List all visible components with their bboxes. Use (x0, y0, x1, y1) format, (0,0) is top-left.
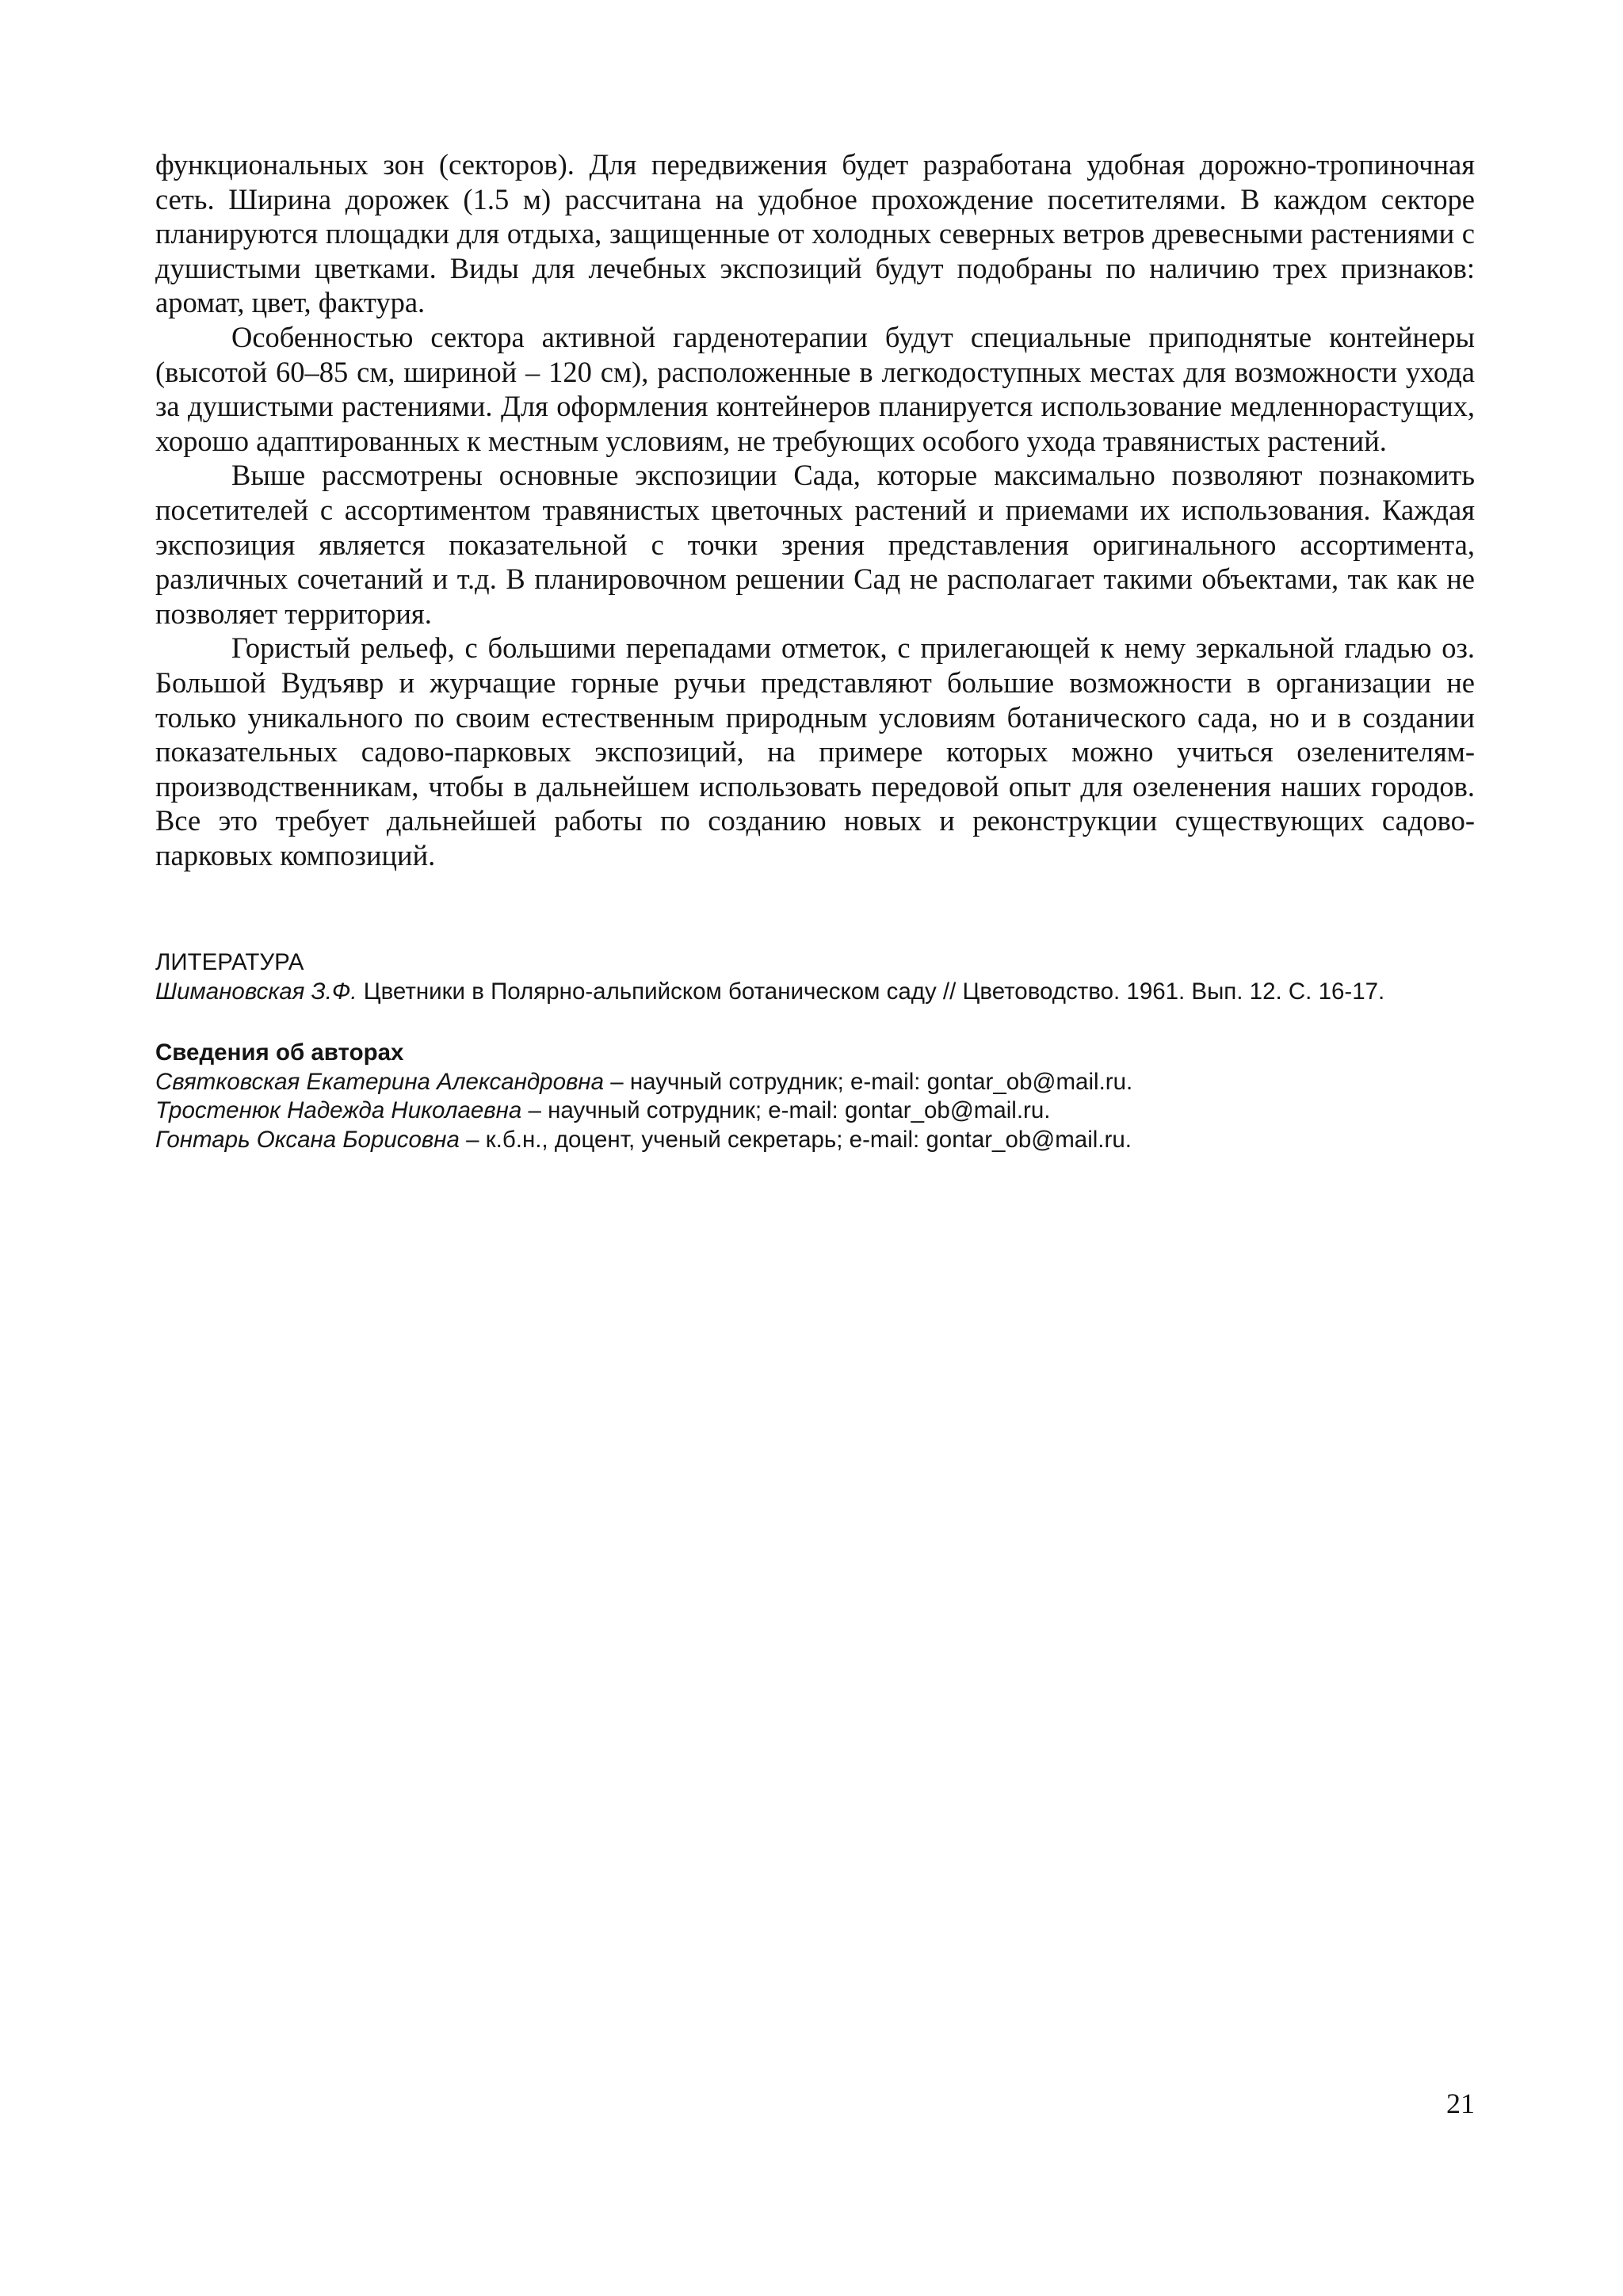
author-name: Гонтарь Оксана Борисовна (155, 1126, 460, 1153)
author-info: – к.б.н., доцент, ученый секретарь; e-mail: gontar_ob@mail.ru. (459, 1126, 1132, 1153)
author-info: – научный сотрудник; e-mail: gontar_ob@mail.ru. (521, 1097, 1051, 1123)
reference-text: Цветники в Полярно-альпийском ботаническом саду // Цветоводство. 1961. Вып. 12. С. 16-17. (357, 978, 1385, 1005)
paragraph-containers: Особенностью сектора активной гарденотерапии будут специальные приподнятые контейнеры (высотой 60–85 см, шириной – 120 см), расположенные в легкодоступных местах для возможности ухода за душистыми растениями. Для оформления контейнеров планируется использование медленнорастущих, хорошо адаптированных к местным условиям, не требующих особого ухода травянистых растений. (155, 320, 1475, 457)
authors-heading: Сведения об авторах (155, 1039, 404, 1066)
author-name: Тростенюк Надежда Николаевна (155, 1097, 522, 1123)
paragraph-expositions: Выше рассмотрены основные экспозиции Сада, которые максимально позволяют познакомить посетителей с ассортиментом травянистых цветочных растений и приемами их использования. Каждая экспозиция является показательной с точки зрения представления оригинального ассортимента, различных сочетаний и т.д. В планировочном решении Сад не располагает такими объектами, так как не позволяет территория. (155, 459, 1475, 630)
reference-author: Шимановская З.Ф. (155, 978, 357, 1005)
reference-entry (155, 977, 1503, 1006)
references-heading: ЛИТЕРАТУРА (155, 949, 304, 975)
main-text (155, 147, 1475, 872)
author-entry (155, 1068, 1503, 1097)
author-entry (155, 1097, 1503, 1126)
author-entry (155, 1126, 1503, 1155)
page-number: 21 (1446, 2088, 1475, 2119)
paragraph-relief: Гористый рельеф, с большими перепадами отметок, с прилегающей к нему зеркальной гладью оз. Большой Вудъявр и журчащие горные ручьи представляют большие возможности в организации не только уникального по своим естественным природным условиям ботанического сада, но и в создании показательных садово-парковых экспозиций, на примере которых можно учиться озеленителям-производственникам, чтобы в дальнейшем использовать передовой опыт для озеленения наших городов. Все это требует дальнейшей работы по созданию новых и реконструкции существующих садово-парковых композиций. (155, 631, 1475, 871)
author-name: Святковская Екатерина Александровна (155, 1068, 605, 1095)
paragraph-continuation: функциональных зон (секторов). Для передвижения будет разработана удобная дорожно-тропиночная сеть. Ширина дорожек (1.5 м) рассчитана на удобное прохождение посетителями. В каждом секторе планируются площадки для отдыха, защищенные от холодных северных ветров древесными растениями с душистыми цветками. Виды для лечебных экспозиций будут подобраны по наличию трех признаков: аромат, цвет, фактура. (155, 148, 1475, 319)
references-section (155, 948, 1503, 1006)
author-info: – научный сотрудник; e-mail: gontar_ob@mail.ru. (604, 1068, 1133, 1095)
authors-section (155, 1039, 1503, 1154)
